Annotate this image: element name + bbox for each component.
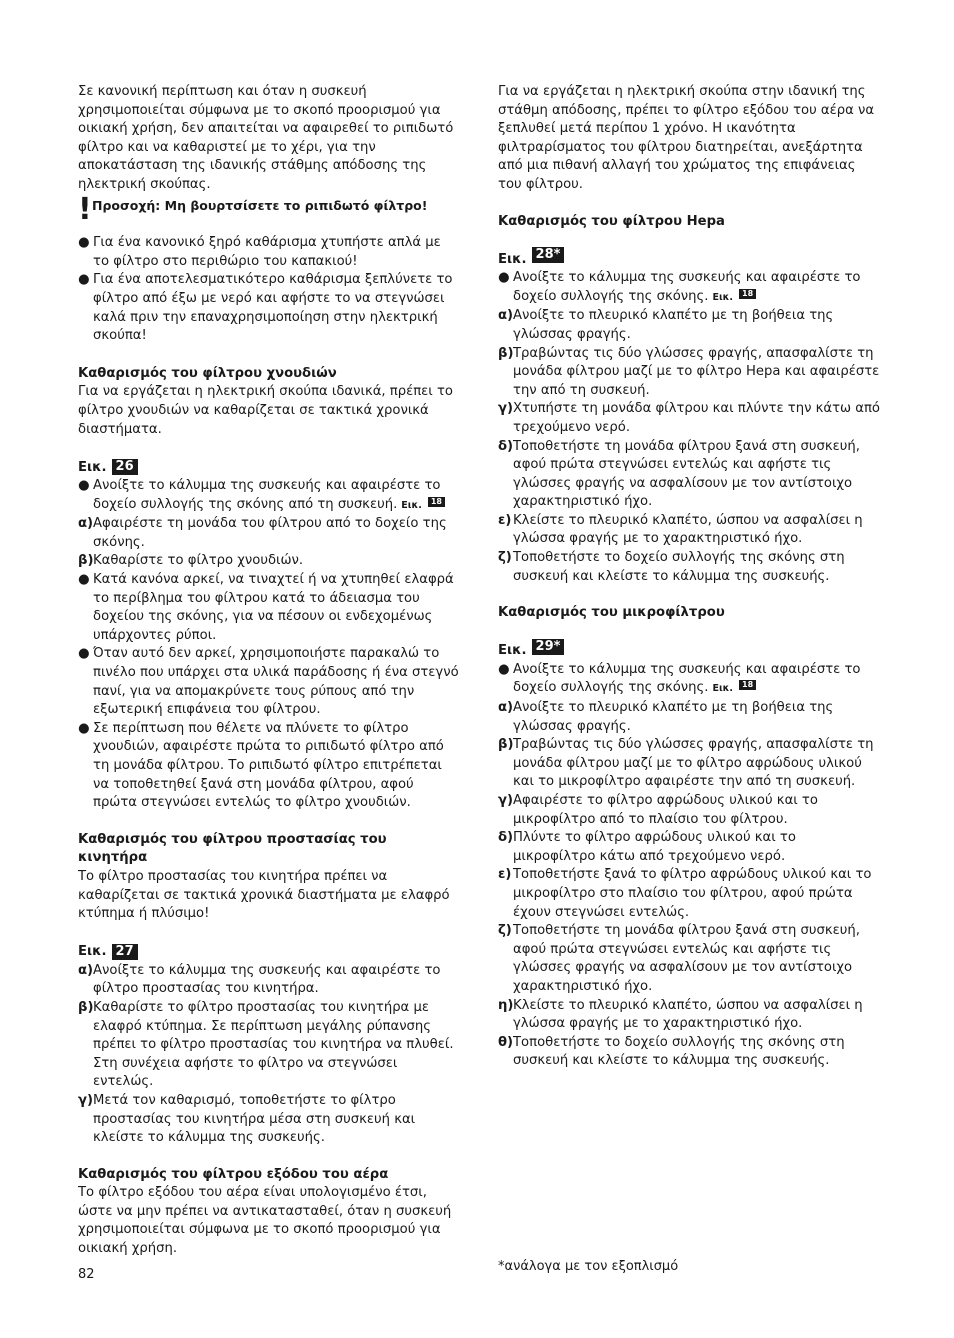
figure-number: 28* bbox=[532, 247, 565, 263]
step-item: η) Κλείστε το πλευρικό κλαπέτο, ώσπου να ασφαλίσει η γλώσσα φραγής με το χαρακτηριστικό ήχο. bbox=[498, 997, 863, 1032]
step-item: ε) Κλείστε το πλευρικό κλαπέτο, ώσπου να ασφαλίσει η γλώσσα φραγής με το χαρακτηριστικό ήχο. bbox=[498, 512, 863, 547]
figure-number: 18 bbox=[739, 289, 756, 299]
section-title-exhaust-filter: Καθαρισμός του φίλτρου εξόδου του αέρα bbox=[78, 1166, 389, 1182]
list-item: ● Για ένα αποτελεσματικότερο καθάρισμα ξεπλύνετε το φίλτρο από έξω με νερό και αφήστε το να στεγνώσει καλά πριν την επαναχρησιμοποίηση στην ηλεκτρική σκούπα! bbox=[78, 272, 453, 344]
step-item: β) Τραβώντας τις δύο γλώσσες φραγής, απασφαλίστε τη μονάδα φίλτρου μαζί με το φίλτρο Hepa και αφαιρέστε την από τη συσκευή. bbox=[498, 345, 880, 398]
figure-number: 27 bbox=[112, 944, 138, 960]
figure-number: 29* bbox=[532, 639, 565, 655]
figure-reference: Εικ. 26 bbox=[78, 457, 460, 477]
step-item: β) Καθαρίστε το φίλτρο χνουδιών. bbox=[78, 553, 304, 569]
step-item: γ) Μετά τον καθαρισμό, τοποθετήστε το φίλτρο προστασίας του κινητήρα μέσα στη συσκευή και κλείστε το κάλυμμα της συσκευής. bbox=[78, 1092, 416, 1146]
bullet-icon: ● bbox=[78, 572, 90, 588]
step-item: β) Τραβώντας τις δύο γλώσσες φραγής, απασφαλίστε τη μονάδα φίλτρου μαζί με το φίλτρο αφρώδους υλικού και το μικροφίλτρο αφαιρέστε την από τη συσκευή. bbox=[498, 737, 874, 790]
section-title-coarse-filter: Καθαρισμός του φίλτρου χνουδιών bbox=[78, 365, 337, 381]
figure-reference: Εικ. 28* bbox=[498, 249, 880, 269]
intro-paragraph: Για να εργάζεται η ηλεκτρική σκούπα στην ιδανική της στάθμη απόδοσης, πρέπει το φίλτρο εξόδου του αέρα να ξεπλυθεί μετά περίπου 1 χρόνο. Η ικανότητα φιλτραρίσματος του φίλτρου διατηρείται, ανεξάρτητα από μια πιθανή αλλαγή του χρώματος της επιφάνειας του φίλτρου. bbox=[498, 84, 875, 192]
step-item: δ) Πλύντε το φίλτρο αφρώδους υλικού και το μικροφίλτρο κάτω από τρεχούμενο νερό. bbox=[498, 830, 796, 864]
section-text: Για να εργάζεται η ηλεκτρική σκούπα ιδανικά, πρέπει το φίλτρο χνουδιών να καθαρίζεται σε τακτικά χρονικά διαστήματα. bbox=[78, 384, 453, 437]
warning-text: Προσοχή: Μη βουρτσίσετε το ριπιδωτό φίλτρο! bbox=[92, 197, 428, 213]
figure-number: 26 bbox=[112, 459, 138, 475]
list-item: ● Σε περίπτωση που θέλετε να πλύνετε το φίλτρο χνουδιών, αφαιρέστε πρώτα το ριπιδωτό φίλτρο από τη μονάδα φίλτρου. Το ριπιδωτό φίλτρο επιτρέπεται να τοποθετηθεί ξανά στη μονάδα φίλτρου, αφού πρώτα στεγνώσει εντελώς το φίλτρο χνουδιών. bbox=[78, 720, 444, 811]
bullet-icon: ● bbox=[498, 270, 510, 286]
bullet-icon: ● bbox=[78, 720, 90, 736]
warning-block bbox=[78, 191, 460, 227]
figure-number: 18 bbox=[428, 497, 445, 507]
step-item: ζ) Τοποθετήστε τη μονάδα φίλτρου ξανά στη συσκευή, αφού πρώτα στεγνώσει εντελώς και αφήστε τις γλώσσες φραγής να ασφαλίσουν με τον αντίστοιχο χαρακτηριστικό ήχο. bbox=[498, 923, 860, 994]
step-item: α) Ανοίξτε το πλευρικό κλαπέτο με τη βοήθεια της γλώσσας φραγής. bbox=[498, 308, 834, 342]
bullet-icon: ● bbox=[78, 478, 90, 494]
step-item: γ) Χτυπήστε τη μονάδα φίλτρου και πλύντε την κάτω από τρεχούμενο νερό. bbox=[498, 401, 880, 435]
bullet-icon: ● bbox=[498, 661, 510, 677]
list-item: ● Κατά κανόνα αρκεί, να τιναχτεί ή να χτυπηθεί ελαφρά το περίβλημα του φίλτρου κατά το άδειασμα του δοχείου της σκόνης, για να πέσουν οι ενδεχομένως υπάρχοντες ρύποι. bbox=[78, 572, 454, 643]
list-item: ● Για ένα κανονικό ξηρό καθάρισμα χτυπήστε απλά με το φίλτρο στο περιθώριο του καπακιού! bbox=[78, 235, 441, 269]
page-number: 82 bbox=[78, 1267, 95, 1282]
section-title-micro-filter: Καθαρισμός του μικροφίλτρου bbox=[498, 605, 725, 621]
figure-reference: Εικ. 29* bbox=[498, 641, 880, 661]
step-item: α) Αφαιρέστε τη μονάδα του φίλτρου από το δοχείο της σκόνης. bbox=[78, 516, 447, 550]
intro-paragraph: Σε κανονική περίπτωση και όταν η συσκευή χρησιμοποιείται σύμφωνα με το σκοπό προορισμού για οικιακή χρήση, δεν απαιτείται να αφαιρεθεί το ριπιδωτό φίλτρο και να καθαριστεί με το χέρι, για την αποκατάσταση της ιδανικής στάθμης απόδοσης της ηλεκτρική σκούπας. bbox=[78, 84, 454, 192]
warning-icon: ! bbox=[78, 191, 92, 227]
step-item: θ) Τοποθετήστε το δοχείο συλλογής της σκόνης στη συσκευή και κλείστε το κάλυμμα της συσκευής. bbox=[498, 1034, 845, 1069]
bullet-icon: ● bbox=[78, 235, 90, 251]
list-item: ● Όταν αυτό δεν αρκεί, χρησιμοποιήστε παρακαλώ το πινέλο που υπάρχει στα υλικά παράδοσης ή ένα στεγνό πανί, για να απομακρύνετε τους ρύπους από την εξωτερική επιφάνεια του φίλτρου. bbox=[78, 646, 459, 718]
section-title-motor-filter: Καθαρισμός του φίλτρου προστασίας του κινητήρα bbox=[78, 831, 387, 866]
step-item: ε) Τοποθετήστε ξανά το φίλτρο αφρώδους υλικού και το μικροφίλτρο στο πλαίσιο του φίλτρου, αφού πρώτα έχουν στεγνώσει εντελώς. bbox=[498, 867, 872, 920]
step-item: β) Καθαρίστε το φίλτρο προστασίας του κινητήρα με ελαφρό κτύπημα. Σε περίπτωση μεγάλης ρύπανσης πρέπει το φίλτρο προστασίας του κινητήρα να πλυθεί. Στη συνέχεια αφήστε το φίλτρο να στεγνώσει εντελώς. bbox=[78, 999, 454, 1090]
list-item: ● Ανοίξτε το κάλυμμα της συσκευής και αφαιρέστε το δοχείο συλλογής της σκόνης. Εικ. 18 bbox=[498, 661, 861, 696]
step-item: α) Ανοίξτε το κάλυμμα της συσκευής και αφαιρέστε το φίλτρο προστασίας του κινητήρα. bbox=[78, 962, 441, 997]
section-text: Το φίλτρο προστασίας του κινητήρα πρέπει να καθαρίζεται σε τακτικά χρονικά διαστήματα με ελαφρό κτύπημα ή πλύσιμο! bbox=[78, 868, 450, 922]
list-item: ● Ανοίξτε το κάλυμμα της συσκευής και αφαιρέστε το δοχείο συλλογής της σκόνης. Εικ. 18 bbox=[498, 270, 861, 304]
figure-reference: Εικ. 27 bbox=[78, 942, 460, 962]
right-column bbox=[498, 83, 880, 1071]
bullet-icon: ● bbox=[78, 646, 90, 662]
list-item: ● Ανοίξτε το κάλυμμα της συσκευής και αφαιρέστε το δοχείο συλλογής της σκόνης από τη συσκευή. Εικ. 18 bbox=[78, 477, 460, 515]
step-item: γ) Αφαιρέστε το φίλτρο αφρώδους υλικού και το μικροφίλτρο από το πλαίσιο του φίλτρου. bbox=[498, 793, 818, 827]
section-text: Το φίλτρο εξόδου του αέρα είναι υπολογισμένο έτσι, ώστε να μην πρέπει να αντικατασταθεί, όταν η συσκευή χρησιμοποιείται σύμφωνα με το σκοπό προορισμού για οικιακή χρήση. bbox=[78, 1185, 452, 1257]
left-column bbox=[78, 83, 460, 1259]
bullet-icon: ● bbox=[78, 272, 90, 288]
step-item: α) Ανοίξτε το πλευρικό κλαπέτο με τη βοήθεια της γλώσσας φραγής. bbox=[498, 700, 834, 734]
step-item: δ) Τοποθετήστε τη μονάδα φίλτρου ξανά στη συσκευή, αφού πρώτα στεγνώσει εντελώς και αφήστε τις γλώσσες φραγής να ασφαλίσουν με τον αντίστοιχο χαρακτηριστικό ήχο. bbox=[498, 438, 860, 510]
figure-number: 18 bbox=[739, 680, 756, 690]
footnote: *ανάλογα με τον εξοπλισμό bbox=[498, 1259, 679, 1274]
step-item: ζ) Τοποθετήστε το δοχείο συλλογής της σκόνης στη συσκευή και κλείστε το κάλυμμα της συσκευής. bbox=[498, 550, 845, 584]
section-title-hepa-filter: Καθαρισμός του φίλτρου Hepa bbox=[498, 213, 725, 229]
